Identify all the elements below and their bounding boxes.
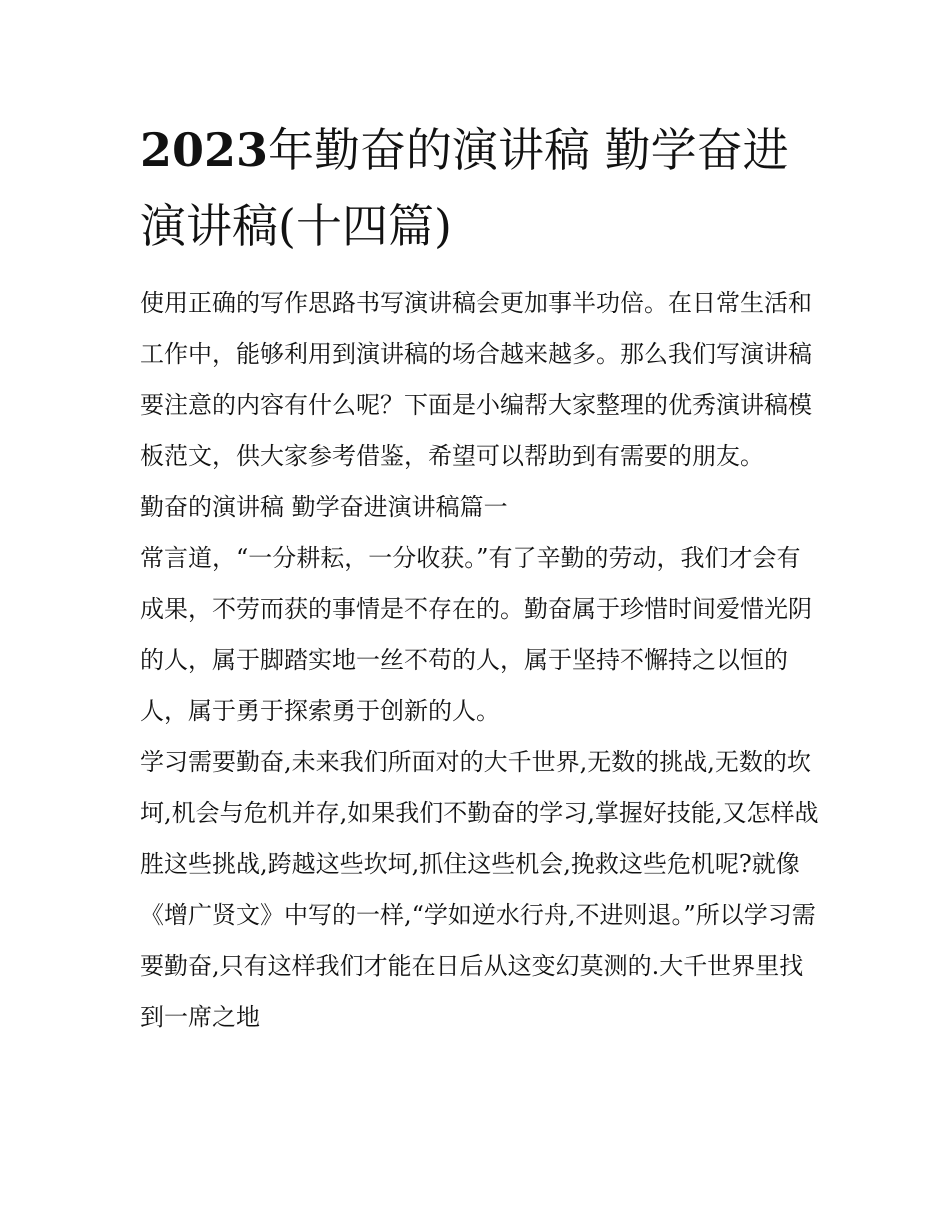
title-text: 年勤奋的演讲稿 勤学奋进演讲稿(十四篇) (140, 123, 789, 253)
title-year: 2023 (140, 123, 269, 177)
document-body (140, 112, 820, 1043)
intro-paragraph: 使用正确的写作思路书写演讲稿会更加事半功倍。在日常生活和工作中，能够利用到演讲稿的场合越来越多。那么我们写演讲稿要注意的内容有什么呢？下面是小编帮大家整理的优秀演讲稿模板范文，供大家参考借鉴，希望可以帮助到有需要的朋友。 (140, 289, 812, 470)
body-paragraph-1: 常言道，“一分耕耘，一分收获。”有了辛勤的劳动，我们才会有成果，不劳而获的事情是不存在的。勤奋属于珍惜时间爱惜光阴的人，属于脚踏实地一丝不苟的人，属于坚持不懈持之以恒的人，属于勇于探索勇于创新的人。 (140, 544, 812, 725)
document-title (140, 112, 820, 264)
section-heading: 勤奋的演讲稿 勤学奋进演讲稿篇一 (140, 493, 508, 521)
body-paragraph-2: 学习需要勤奋,未来我们所面对的大千世界,无数的挑战,无数的坎坷,机会与危机并存,如果我们不勤奋的学习,掌握好技能,又怎样战胜这些挑战,跨越这些坎坷,抓住这些机会,挽救这些危机呢?就像《增广贤文》中写的一样,“学如逆水行舟,不进则退。”所以学习需要勤奋,只有这样我们才能在日后从这变幻莫测的.大千世界里找到一席之地 (140, 748, 819, 1031)
